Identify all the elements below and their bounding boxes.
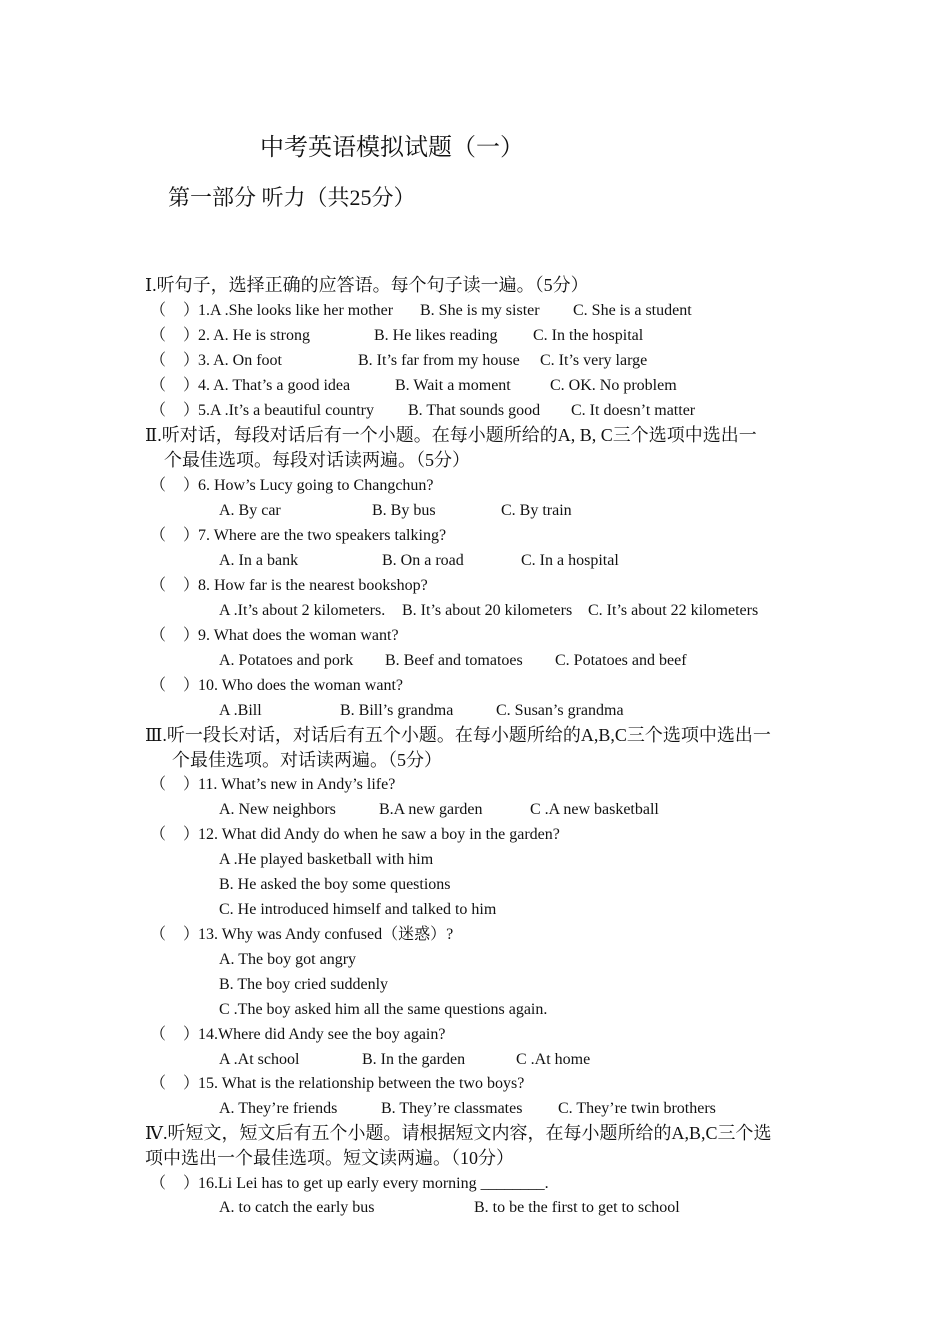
question-2-option-c: C. In the hospital	[533, 327, 644, 344]
question-8-option-b: B. It’s about 20 kilometers	[402, 602, 573, 619]
answer-bracket-close: ）	[183, 677, 200, 694]
question-16-option-b: B. to be the first to get to school	[474, 1199, 680, 1216]
answer-bracket-open: （	[150, 477, 167, 494]
question-8: 8. How far is the nearest bookshop?	[198, 577, 428, 594]
section-3-heading: Ⅲ.听一段长对话，对话后有五个小题。在每小题所给的A,B,C三个选项中选出一	[145, 725, 771, 745]
section-2-heading: Ⅱ.听对话，每段对话后有一个小题。在每小题所给的A, B, C三个选项中选出一	[145, 425, 757, 445]
question-3-option-c: C. It’s very large	[540, 352, 648, 369]
question-5-option-c: C. It doesn’t matter	[571, 402, 696, 419]
answer-bracket-open: （	[150, 677, 167, 694]
answer-bracket-close: ）	[183, 527, 200, 544]
answer-bracket-open: （	[150, 402, 167, 419]
question-10-option-a: A .Bill	[219, 702, 262, 719]
question-1-option-b: B. She is my sister	[420, 302, 540, 319]
question-16-option-a: A. to catch the early bus	[219, 1199, 375, 1216]
question-6-option-b: B. By bus	[372, 502, 436, 519]
question-9-option-b: B. Beef and tomatoes	[385, 652, 523, 669]
answer-bracket-close: ）	[183, 352, 200, 369]
answer-bracket-open: （	[150, 577, 167, 594]
question-15-option-a: A. They’re friends	[219, 1100, 338, 1117]
answer-bracket-close: ）	[183, 627, 200, 644]
section-4-heading-cont: 项中选出一个最佳选项。短文读两遍。（10分）	[145, 1148, 514, 1168]
question-8-option-c: C. It’s about 22 kilometers	[588, 602, 759, 619]
section-2-heading-cont: 个最佳选项。每段对话读两遍。（5分）	[164, 450, 470, 470]
question-7-option-c: C. In a hospital	[521, 552, 619, 569]
question-2-option-b: B. He likes reading	[374, 327, 498, 344]
answer-bracket-open: （	[150, 826, 167, 843]
question-6-option-a: A. By car	[219, 502, 281, 519]
question-5: 5.A .It’s a beautiful country	[198, 402, 374, 419]
question-1: 1.A .She looks like her mother	[198, 302, 394, 319]
section-1-heading: Ⅰ.听句子，选择正确的应答语。每个句子读一遍。（5分）	[145, 275, 589, 295]
answer-bracket-close: ）	[183, 926, 200, 943]
question-4-option-c: C. OK. No problem	[550, 377, 677, 394]
question-13-option-b: B. The boy cried suddenly	[219, 976, 389, 993]
part-heading: 第一部分 听力（共25分）	[168, 185, 416, 210]
answer-bracket-close: ）	[183, 826, 200, 843]
answer-bracket-open: （	[150, 527, 167, 544]
question-13-option-a: A. The boy got angry	[219, 951, 357, 968]
question-6-option-c: C. By train	[501, 502, 572, 519]
question-4-option-b: B. Wait a moment	[395, 377, 511, 394]
question-6: 6. How’s Lucy going to Changchun?	[198, 477, 434, 494]
question-12-option-b: B. He asked the boy some questions	[219, 876, 451, 893]
answer-bracket-open: （	[150, 352, 167, 369]
question-14: 14.Where did Andy see the boy again?	[198, 1026, 446, 1043]
question-15-option-b: B. They’re classmates	[381, 1100, 523, 1117]
answer-bracket-close: ）	[183, 1175, 200, 1192]
question-14-option-b: B. In the garden	[362, 1051, 466, 1068]
question-5-option-b: B. That sounds good	[408, 402, 541, 419]
answer-bracket-close: ）	[183, 577, 200, 594]
answer-bracket-close: ）	[183, 327, 200, 344]
answer-bracket-open: （	[150, 776, 167, 793]
question-11: 11. What’s new in Andy’s life?	[198, 776, 396, 793]
question-12-option-c: C. He introduced himself and talked to him	[219, 901, 497, 918]
question-13-option-c: C .The boy asked him all the same questions again.	[219, 1001, 548, 1018]
question-3: 3. A. On foot	[198, 352, 282, 369]
question-7-option-b: B. On a road	[382, 552, 464, 569]
question-4: 4. A. That’s a good idea	[198, 377, 351, 394]
answer-bracket-close: ）	[183, 776, 200, 793]
answer-bracket-open: （	[150, 1026, 167, 1043]
question-10: 10. Who does the woman want?	[198, 677, 403, 694]
question-11-option-a: A. New neighbors	[219, 801, 336, 818]
answer-bracket-open: （	[150, 377, 167, 394]
answer-bracket-open: （	[150, 1075, 167, 1092]
answer-bracket-close: ）	[183, 477, 200, 494]
question-15: 15. What is the relationship between the two boys?	[198, 1075, 525, 1092]
answer-bracket-open: （	[150, 327, 167, 344]
question-15-option-c: C. They’re twin brothers	[558, 1100, 716, 1117]
question-2: 2. A. He is strong	[198, 327, 310, 344]
question-3-option-b: B. It’s far from my house	[358, 352, 520, 369]
answer-bracket-close: ）	[183, 302, 200, 319]
answer-bracket-open: （	[150, 627, 167, 644]
question-8-option-a: A .It’s about 2 kilometers.	[219, 602, 386, 619]
answer-bracket-open: （	[150, 302, 167, 319]
answer-bracket-open: （	[150, 1175, 167, 1192]
answer-bracket-close: ）	[183, 377, 200, 394]
question-7: 7. Where are the two speakers talking?	[198, 527, 447, 544]
answer-bracket-close: ）	[183, 1075, 200, 1092]
page-title: 中考英语模拟试题（一）	[260, 135, 524, 161]
section-3-heading-cont: 个最佳选项。对话读两遍。（5分）	[172, 750, 442, 770]
question-10-option-c: C. Susan’s grandma	[496, 702, 624, 719]
answer-bracket-open: （	[150, 926, 167, 943]
section-4-heading: Ⅳ.听短文，短文后有五个小题。请根据短文内容，在每小题所给的A,B,C三个选	[145, 1123, 772, 1143]
question-9-option-a: A. Potatoes and pork	[219, 652, 354, 669]
question-9-option-c: C. Potatoes and beef	[555, 652, 687, 669]
answer-bracket-close: ）	[183, 1026, 200, 1043]
question-12: 12. What did Andy do when he saw a boy in the garden?	[198, 826, 560, 843]
question-16: 16.Li Lei has to get up early every morning ________.	[198, 1175, 549, 1192]
question-7-option-a: A. In a bank	[219, 552, 299, 569]
answer-bracket-close: ）	[183, 402, 200, 419]
question-9: 9. What does the woman want?	[198, 627, 399, 644]
question-1-option-c: C. She is a student	[573, 302, 692, 319]
question-11-option-b: B.A new garden	[379, 801, 483, 818]
question-14-option-a: A .At school	[219, 1051, 300, 1068]
question-11-option-c: C .A new basketball	[530, 801, 659, 818]
question-10-option-b: B. Bill’s grandma	[340, 702, 454, 719]
question-14-option-c: C .At home	[516, 1051, 591, 1068]
question-13: 13. Why was Andy confused（迷惑）?	[198, 926, 454, 943]
question-12-option-a: A .He played basketball with him	[219, 851, 434, 868]
